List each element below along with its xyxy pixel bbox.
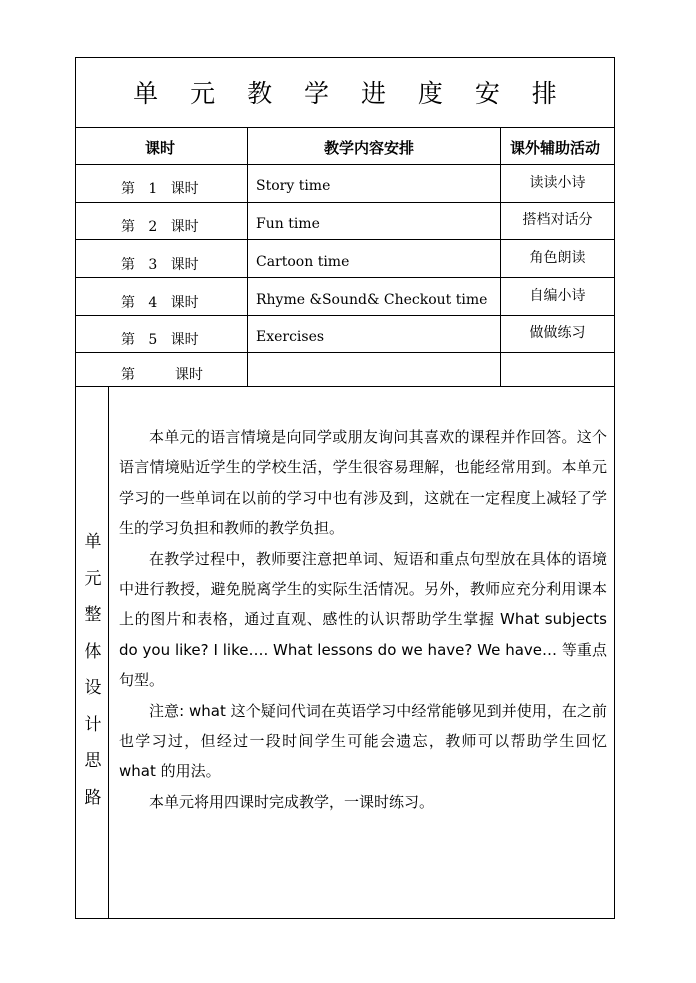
row-5-content: Exercises xyxy=(256,329,325,345)
rule-below-title xyxy=(75,127,615,128)
rule-row-2 xyxy=(75,239,615,240)
row-2-activity: 搭档对话分 xyxy=(522,212,593,228)
side-label-char: 整 xyxy=(84,605,102,625)
paragraph: 本单元将用四课时完成教学，一课时练习。 xyxy=(149,792,435,811)
header-content: 教学内容安排 xyxy=(324,139,415,157)
row-3-lesson: 第 3 课时 xyxy=(121,257,199,273)
rule-row-3 xyxy=(75,277,615,278)
row-4-content: Rhyme &Sound& Checkout time xyxy=(256,292,488,308)
side-label-char: 计 xyxy=(84,714,102,735)
row-2-content: Fun time xyxy=(256,216,320,232)
side-label-design-ideas xyxy=(79,524,107,816)
row-6-lesson: 第 课时 xyxy=(121,367,204,383)
col-divider-lesson xyxy=(247,127,248,386)
row-1-lesson: 第 1 课时 xyxy=(121,181,199,197)
row-4-activity: 自编小诗 xyxy=(529,288,586,304)
header-lesson: 课时 xyxy=(145,139,176,157)
side-label-char: 体 xyxy=(84,641,102,662)
row-2-lesson: 第 2 课时 xyxy=(121,219,199,235)
row-1-activity: 读读小诗 xyxy=(529,175,586,191)
paragraph: 本单元的语言情境是向同学或朋友询问其喜欢的课程并作回答。这个语言情境贴近学生的学校生活，学生很容易理解，也能经常用到。本单元学习的一些单词在以前的学习中也有涉及到，这就在一定程度上减轻了学生的学习负担和教师的教学负担。 xyxy=(119,428,607,538)
title-cell xyxy=(75,57,615,127)
rule-row-5 xyxy=(75,352,615,353)
row-4-lesson: 第 4 课时 xyxy=(121,295,199,311)
row-1-content: Story time xyxy=(256,178,331,194)
rule-row-1 xyxy=(75,202,615,203)
row-5-lesson: 第 5 课时 xyxy=(121,332,199,348)
rule-row-6 xyxy=(75,386,615,387)
side-label-char: 设 xyxy=(84,678,102,698)
page-title: 单 元 教 学 进 度 安 排 xyxy=(133,79,569,108)
paragraph: 注意: what 这个疑问代词在英语学习中经常能够见到并使用，在之前也学习过，但经过一段时间学生可能会遗忘，教师可以帮助学生回忆 what 的用法。 xyxy=(119,701,607,781)
rule-row-4 xyxy=(75,315,615,316)
side-label-char: 思 xyxy=(84,751,102,771)
row-3-activity: 角色朗读 xyxy=(529,250,586,266)
side-label-char: 元 xyxy=(84,568,102,589)
rule-below-header xyxy=(75,164,615,165)
col-divider-side-label xyxy=(108,386,109,918)
side-label-char: 单 xyxy=(84,532,102,552)
header-activity: 课外辅助活动 xyxy=(510,139,601,157)
design-ideas-text xyxy=(119,422,607,817)
side-label-char: 路 xyxy=(84,787,102,808)
paragraph: 在教学过程中，教师要注意把单词、短语和重点句型放在具体的语境中进行教授，避免脱离学生的实际生活情况。另外，教师应充分利用课本上的图片和表格，通过直观、感性的认识帮助学生掌握 What subjects do you like? I like…. What lessons do we have? We have… 等重点句型。 xyxy=(119,549,607,690)
row-5-activity: 做做练习 xyxy=(529,325,586,341)
row-3-content: Cartoon time xyxy=(256,254,350,270)
